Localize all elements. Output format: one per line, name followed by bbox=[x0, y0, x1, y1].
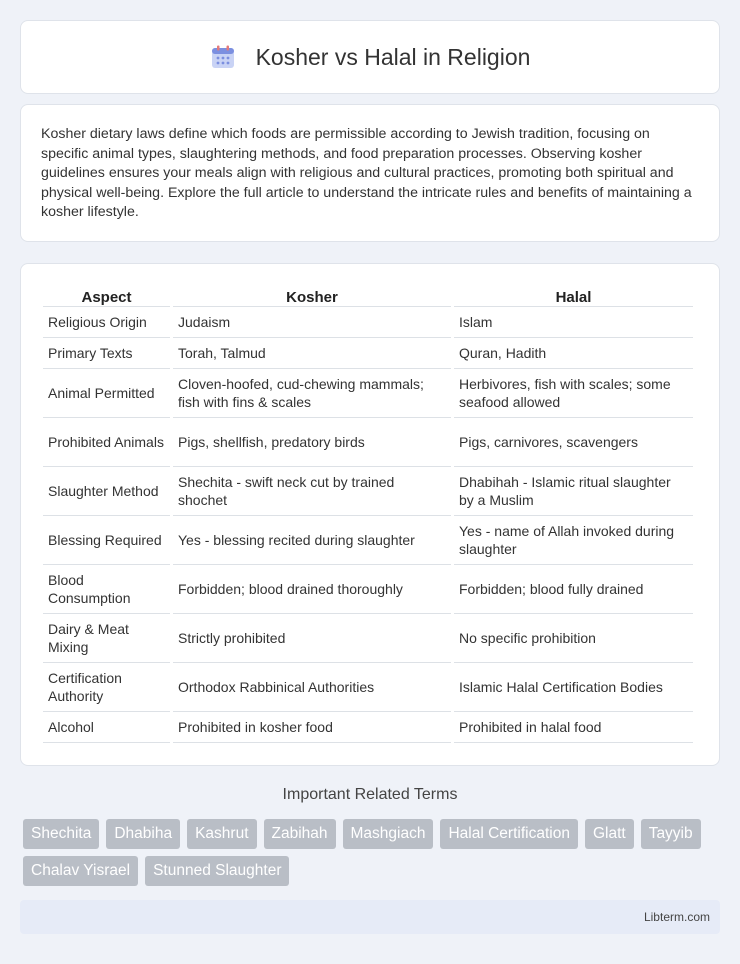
cell-halal: Islamic Halal Certification Bodies bbox=[454, 663, 693, 712]
table-row bbox=[43, 663, 693, 712]
cell-halal: Islam bbox=[454, 307, 693, 338]
table-row bbox=[43, 516, 693, 565]
table-row bbox=[43, 369, 693, 418]
cell-aspect: Alcohol bbox=[43, 712, 170, 743]
cell-kosher: Yes - blessing recited during slaughter bbox=[173, 516, 451, 565]
tag-zabihah[interactable]: Zabihah bbox=[264, 819, 336, 849]
related-terms-tags bbox=[23, 819, 723, 886]
related-terms-title: Important Related Terms bbox=[282, 786, 458, 803]
comparison-table-card bbox=[20, 263, 720, 766]
intro-text: Kosher dietary laws define which foods are permissible according to Jewish tradition, focusing on specific animal types, slaughtering methods, and food preparation processes. Observing kosher guidelines ensures your meals align with religious and cultural practices, promoting both spiritual and physical well-being. Explore the full article to understand the intricate rules and benefits of maintaining a kosher lifestyle. bbox=[41, 126, 692, 221]
intro-card bbox=[20, 104, 720, 242]
cell-aspect: Certification Authority bbox=[43, 663, 170, 712]
tag-glatt[interactable]: Glatt bbox=[585, 819, 634, 849]
cell-kosher: Strictly prohibited bbox=[173, 614, 451, 663]
cell-halal: No specific prohibition bbox=[454, 614, 693, 663]
table-row bbox=[43, 712, 693, 743]
cell-halal: Dhabihah - Islamic ritual slaughter by a Muslim bbox=[454, 467, 693, 516]
header-halal: Halal bbox=[454, 284, 693, 307]
cell-halal: Yes - name of Allah invoked during slaughter bbox=[454, 516, 693, 565]
cell-kosher: Torah, Talmud bbox=[173, 338, 451, 369]
tag-dhabiha[interactable]: Dhabiha bbox=[106, 819, 180, 849]
tag-chalav-yisrael[interactable]: Chalav Yisrael bbox=[23, 856, 138, 886]
tag-tayyib[interactable]: Tayyib bbox=[641, 819, 701, 849]
cell-aspect: Dairy & Meat Mixing bbox=[43, 614, 170, 663]
cell-aspect: Animal Permitted bbox=[43, 369, 170, 418]
cell-aspect: Blessing Required bbox=[43, 516, 170, 565]
cell-kosher: Orthodox Rabbinical Authorities bbox=[173, 663, 451, 712]
cell-aspect: Primary Texts bbox=[43, 338, 170, 369]
comparison-table bbox=[40, 284, 696, 743]
cell-halal: Pigs, carnivores, scavengers bbox=[454, 418, 693, 467]
table-row bbox=[43, 338, 693, 369]
page-title: Kosher vs Halal in Religion bbox=[255, 43, 531, 70]
cell-aspect: Prohibited Animals bbox=[43, 418, 170, 467]
tag-kashrut[interactable]: Kashrut bbox=[187, 819, 256, 849]
tag-mashgiach[interactable]: Mashgiach bbox=[343, 819, 434, 849]
footer bbox=[20, 900, 720, 934]
table-row bbox=[43, 565, 693, 614]
footer-site-link[interactable]: Libterm.com bbox=[643, 910, 710, 924]
table-row bbox=[43, 307, 693, 338]
title-card bbox=[20, 20, 720, 94]
cell-aspect: Blood Consumption bbox=[43, 565, 170, 614]
cell-halal: Quran, Hadith bbox=[454, 338, 693, 369]
cell-kosher: Judaism bbox=[173, 307, 451, 338]
tag-shechita[interactable]: Shechita bbox=[23, 819, 99, 849]
cell-aspect: Slaughter Method bbox=[43, 467, 170, 516]
cell-halal: Prohibited in halal food bbox=[454, 712, 693, 743]
table-header-row bbox=[43, 284, 693, 307]
cell-kosher: Prohibited in kosher food bbox=[173, 712, 451, 743]
calendar-icon bbox=[210, 44, 236, 70]
cell-halal: Herbivores, fish with scales; some seafood allowed bbox=[454, 369, 693, 418]
cell-halal: Forbidden; blood fully drained bbox=[454, 565, 693, 614]
table-row bbox=[43, 467, 693, 516]
tag-halal-certification[interactable]: Halal Certification bbox=[440, 819, 577, 849]
table-row bbox=[43, 418, 693, 467]
table-row bbox=[43, 614, 693, 663]
cell-kosher: Pigs, shellfish, predatory birds bbox=[173, 418, 451, 467]
cell-aspect: Religious Origin bbox=[43, 307, 170, 338]
header-aspect: Aspect bbox=[43, 284, 170, 307]
cell-kosher: Cloven-hoofed, cud-chewing mammals; fish with fins & scales bbox=[173, 369, 451, 418]
tag-stunned-slaughter[interactable]: Stunned Slaughter bbox=[145, 856, 289, 886]
header-kosher: Kosher bbox=[173, 284, 451, 307]
cell-kosher: Shechita - swift neck cut by trained shochet bbox=[173, 467, 451, 516]
cell-kosher: Forbidden; blood drained thoroughly bbox=[173, 565, 451, 614]
